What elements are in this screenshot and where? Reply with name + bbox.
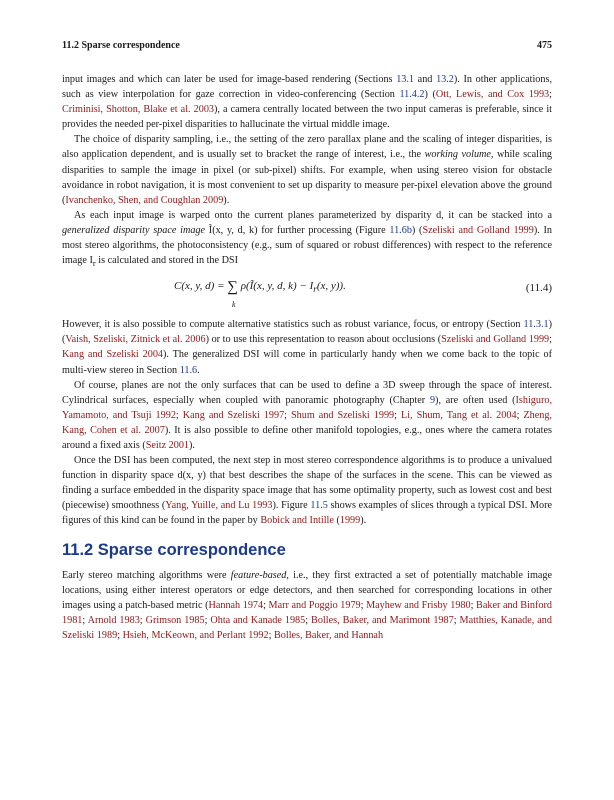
citation-link[interactable]: Ohta and Kanade 1985 — [210, 614, 306, 626]
xref-link[interactable]: 13.1 — [396, 74, 415, 85]
xref-link[interactable]: 11.4.2 — [399, 89, 425, 101]
citation-link[interactable]: Arnold 1983 — [87, 614, 140, 626]
citation-link[interactable]: Ott, Lewis, and Cox 1993 — [435, 89, 550, 101]
paragraph-1: input images and which can later be used for image-based rendering (Sections 13.1 and 13.2). In other applications, such as view interpolation for gaze correction in video-conferencing (Section 11.4.2) (Ott, Lewis, and Cox 1993; Criminisi, Shotton, Blake et al. 2003), a camera centrally located between the two input cameras is preferable, since it provides the needed per-pixel disparities to hallucinate the virtual middle image. — [62, 74, 553, 131]
header-section-title: 11.2 Sparse correspondence — [62, 40, 180, 51]
paragraph-3: As each input image is warped onto the current planes parameterized by disparity d, it can be stacked into a generalized disparity space image Ĩ(x, y, d, k) for further processing (Figure 11.6b) (Szeliski and Golland 1999). In most stereo algorithms, the photoconsistency (e.g., sum of squared or robust differences) with respect to the reference image $I_r$ is calculated and stored in the DSI — [62, 209, 552, 269]
xref-link[interactable]: 9 — [429, 394, 436, 406]
citation-link[interactable]: 1999 — [339, 515, 361, 527]
citation-link[interactable]: Bolles, Baker, and Hannah — [273, 630, 384, 642]
equation-11-4 — [62, 273, 552, 313]
citation-link[interactable]: Shum and Szeliski 1999 — [291, 409, 395, 421]
page-number: 475 — [537, 40, 552, 51]
paragraph-2: The choice of disparity sampling, i.e., the setting of the zero parallax plane and the scaling of integer disparities, is also application dependent, and is usually set to bracket the range of interest, i.e., the working volume, while scaling disparities to sample the image in pixel (or sub-pixel) shifts. For example, when using stereo vision for obstacle avoidance in robot navigation, it is most convenient to set up disparity to measure per-pixel elevation above the ground (Ivanchenko, Shen, and Coughlan 2009). — [62, 134, 553, 206]
citation-link[interactable]: Hannah 1974 — [208, 599, 264, 611]
citation-link[interactable]: Grimson 1985 — [145, 614, 205, 626]
citation-link[interactable]: Vaish, Szeliski, Zitnick et al. 2006 — [65, 334, 206, 346]
citation-link[interactable]: Kang and Szeliski 2004 — [62, 349, 164, 361]
citation-link[interactable]: Seitz 2001 — [145, 440, 190, 451]
equation-formula: C(x, y, d) = ∑ ρ(Ĩ(x, y, d, $k) - I_r(x$, y)). — [174, 279, 346, 296]
citation-link[interactable]: Ivanchenko, Shen, and Coughlan 2009 — [65, 194, 224, 206]
running-header — [62, 40, 552, 56]
paragraph-7: Early stereo matching algorithms were feature-based, i.e., they first extracted a set of potentially matchable image locations, using either interest operators or edge detectors, and then searched for corresponding locations in other images using a patch-based metric (Hannah 1974; Marr and Poggio 1979; Mayhew and Frisby 1980; Baker and Binford 1981; Arnold 1983; Grimson 1985; Ohta and Kanade 1985; Bolles, Baker, and Marimont 1987; Matthies, Kanade, and Szeliski 1989; Hsieh, McKeown, and Perlant 1992; Bolles, Baker, and Hannah — [62, 569, 552, 642]
citation-link[interactable]: Matthies, Kanade, and Szeliski 1989 — [62, 614, 552, 642]
xref-link[interactable]: 11.6b — [389, 224, 412, 236]
equation-number: (11.4) — [525, 282, 552, 295]
xref-link[interactable]: 11.5 — [310, 500, 328, 512]
citation-link[interactable]: Bobick and Intille — [260, 515, 334, 527]
xref-link[interactable]: 11.6 — [179, 364, 198, 376]
citation-link[interactable]: Li, Shum, Tang et al. 2004 — [400, 409, 517, 421]
citation-link[interactable]: Marr and Poggio 1979 — [268, 599, 361, 611]
page-body — [62, 72, 552, 643]
citation-link[interactable]: Ishiguro, Yamamoto, and Tsuji 1992 — [62, 394, 553, 421]
citation-link[interactable]: Szeliski and Golland 1999 — [422, 224, 534, 236]
sum-index: k — [232, 300, 236, 310]
citation-link[interactable]: Hsieh, McKeown, and Perlant 1992 — [122, 630, 269, 642]
paragraph-4: However, it is also possible to compute alternative statistics such as robust variance, focus, or entropy (Section 11.3.1) (Vaish, Szeliski, Zitnick et al. 2006) or to use this representation to reason about occlusions (Szeliski and Golland 1999; Kang and Szeliski 2004). The generalized DSI will come in particularly handy when we come back to the topic of multi-view stereo in Section 11.6. — [62, 319, 552, 376]
paragraph-5: Of course, planes are not the only surfaces that can be used to define a 3D sweep through the space of interest. Cylindrical surfaces, especially when coupled with panoramic photography (Chapter 9), are often used (Ishiguro, Yamamoto, and Tsuji 1992; Kang and Szeliski 1997; Shum and Szeliski 1999; Li, Shum, Tang et al. 2004; Zheng, Kang, Cohen et al. 2007). It is also possible to define other manifold topologies, e.g., ones where the camera rotates around a fixed axis (Seitz 2001). — [62, 379, 553, 451]
xref-link[interactable]: 11.3.1 — [523, 319, 549, 331]
citation-link[interactable]: Mayhew and Frisby 1980 — [366, 599, 471, 611]
paragraph-6: Once the DSI has been computed, the next step in most stereo correspondence algorithms is to produce a univalued function in disparity space d(x, y) that best describes the shape of the surfaces in the scene. This can be viewed as finding a surface embedded in the disparity space image that has some optimality property, such as lowest cost and best (piecewise) smoothness (Yang, Yuille, and Lu 1993). Figure 11.5 shows examples of slices through a typical DSI. More figures of this kind can be found in the paper by Bobick and Intille (1999). — [62, 455, 553, 527]
citation-link[interactable]: Szeliski and Golland 1999 — [441, 334, 550, 346]
citation-link[interactable]: Kang and Szeliski 1997 — [182, 409, 285, 421]
citation-link[interactable]: Criminisi, Shotton, Blake et al. 2003 — [62, 104, 215, 116]
xref-link[interactable]: 13.2 — [436, 74, 454, 85]
citation-link[interactable]: Baker and Binford 1981 — [62, 599, 552, 626]
citation-link[interactable]: Bolles, Baker, and Marimont 1987 — [311, 614, 454, 626]
citation-link[interactable]: Yang, Yuille, and Lu 1993 — [165, 500, 273, 512]
citation-link[interactable]: Zheng, Kang, Cohen et al. 2007 — [62, 409, 552, 436]
section-heading: 11.2 Sparse correspondence — [62, 540, 286, 559]
